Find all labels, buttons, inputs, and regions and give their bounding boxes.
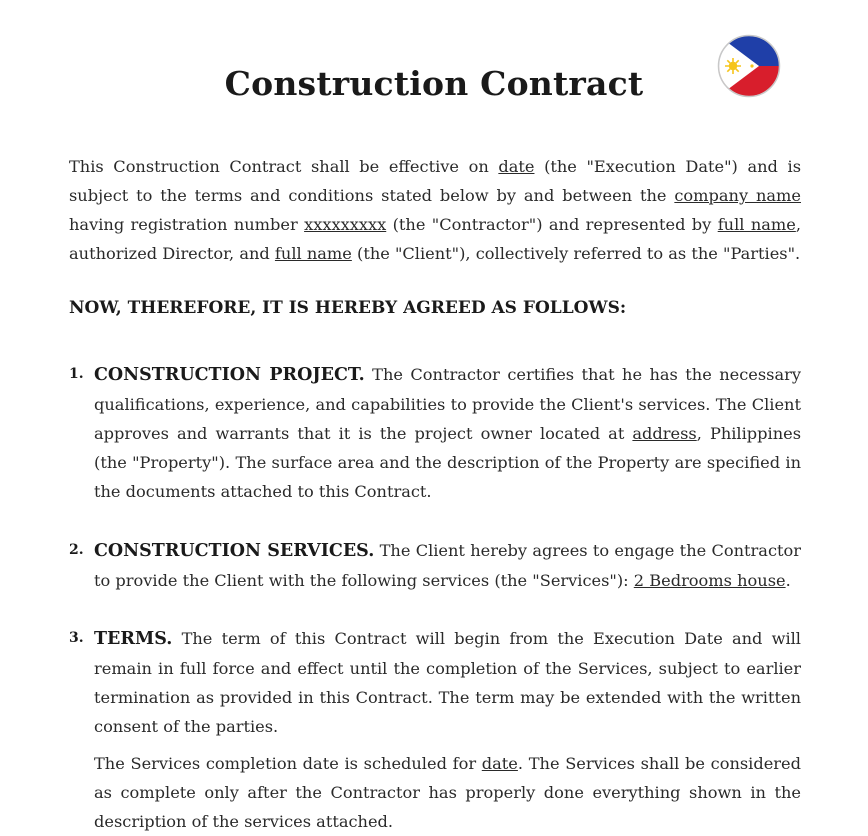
execution-date-field[interactable]: date xyxy=(498,157,535,176)
section-number: 3. xyxy=(69,630,84,646)
section-construction-services: 2. CONSTRUCTION SERVICES. The Client hereby agrees to engage the Contractor to provide the Client with the following services (the "Services"): 2 Bedrooms house. xyxy=(69,536,801,595)
section-heading: TERMS. xyxy=(94,629,173,649)
section-construction-project: 1. CONSTRUCTION PROJECT. The Contractor certifies that he has the necessary qualifications, experience, and capabilities to provide the Client's services. The Client approves and warrants that it is the project owner located at address, Philippines (the "Property"). The surface area and the description of the Property are specified in the documents attached to this Contract. xyxy=(69,360,801,506)
agreement-heading: NOW, THEREFORE, IT IS HEREBY AGREED AS FOLLOWS: xyxy=(69,298,627,318)
services-field[interactable]: 2 Bedrooms house xyxy=(633,571,786,590)
director-name-field[interactable]: full name xyxy=(717,215,796,234)
terms-completion-paragraph: The Services completion date is scheduled for date. The Services shall be considered as complete only after the Contractor has properly done everything shown in the description of the services attached. xyxy=(94,754,801,831)
completion-date-field[interactable]: date xyxy=(481,754,518,773)
address-field[interactable]: address xyxy=(632,424,697,443)
section-terms: 3. TERMS. The term of this Contract will begin from the Execution Date and will remain in full force and effect until the completion of the Services, subject to earlier termination as provided in this Contract. The term may be extended with the written consent of the parties. The Services completion date is scheduled for date. The Services shall be considered as complete only after the Contractor has properly done everything shown in the description of the services attached. xyxy=(69,624,801,836)
client-name-field[interactable]: full name xyxy=(274,244,352,263)
section-number: 1. xyxy=(69,366,84,382)
intro-paragraph: This Construction Contract shall be effective on date (the "Execution Date") and is subject to the terms and conditions stated below by and between the company name having registration number xxxxxxxxx (the "Contractor") and represented by full name, authorized Director, and full name (the "Client"), collectively referred to as the "Parties". xyxy=(69,157,801,263)
section-heading: CONSTRUCTION PROJECT. xyxy=(94,365,365,385)
company-name-field[interactable]: company name xyxy=(674,186,801,205)
registration-number-field[interactable]: xxxxxxxxx xyxy=(304,215,387,234)
section-number: 2. xyxy=(69,542,84,558)
document-title: Construction Contract xyxy=(224,64,644,103)
section-heading: CONSTRUCTION SERVICES. xyxy=(94,541,375,561)
